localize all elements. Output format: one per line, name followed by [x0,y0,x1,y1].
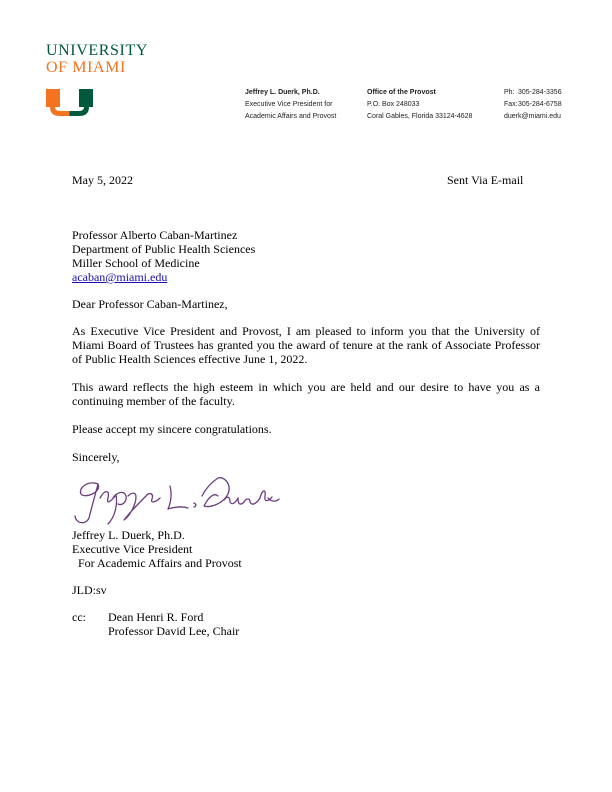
split-u-logo-icon [46,89,93,116]
cc-label: cc: [72,610,86,624]
signer-title-line1: Executive Vice President [72,542,193,556]
sender-title-line2: Academic Affairs and Provost [245,113,337,120]
salutation: Dear Professor Caban-Martinez, [72,297,228,311]
delivery-method: Sent Via E-mail [447,173,524,187]
cc-list [108,610,239,638]
recipient-address [72,228,255,284]
paragraph-esteem: This award reflects the high esteem in which you are held and our desire to have you as a continuing member of the faculty. [72,380,540,408]
recipient-email-link[interactable]: acaban@miami.edu [72,270,168,284]
recipient-school: Miller School of Medicine [72,256,200,270]
office-address-line2: Coral Gables, Florida 33124-4628 [367,113,473,120]
office-name: Office of the Provost [367,89,436,96]
wordmark-university: UNIVERSITY [46,42,148,59]
recipient-department: Department of Public Health Sciences [72,242,256,256]
fax-number: 305-284-6758 [518,101,562,108]
contact-email: duerk@miami.edu [504,113,561,120]
paragraph-tenure-award: As Executive Vice President and Provost, I am pleased to inform you that the University of Miami Board of Trustees has granted you the award of tenure at the rank of Associate Professor of Public Health Sciences effective June 1, 2022. [72,324,540,366]
sender-block [245,87,336,123]
office-block [367,87,472,123]
handwritten-signature-icon [72,462,282,526]
cc-recipient: Dean Henri R. Ford [108,610,204,624]
wordmark-of-miami: OF MIAMI [46,59,126,76]
paragraph-congratulations: Please accept my sincere congratulations. [72,422,272,436]
typist-initials: JLD:sv [72,583,107,597]
contact-block [504,87,562,123]
letter-date: May 5, 2022 [72,173,133,187]
phone-number: 305-284-3356 [518,89,562,96]
signer-title-line2: For Academic Affairs and Provost [78,556,242,570]
sender-name: Jeffrey L. Duerk, Ph.D. [245,89,320,96]
fax-label: Fax: [504,101,518,108]
signer-block [72,528,242,570]
cc-recipient: Professor David Lee, Chair [108,624,240,638]
phone-label: Ph: [504,89,515,96]
sender-title-line1: Executive Vice President for [245,101,333,108]
office-address-line1: P.O. Box 248033 [367,101,420,108]
recipient-name: Professor Alberto Caban-Martinez [72,228,238,242]
fax-line [504,99,562,111]
closing: Sincerely, [72,450,120,464]
phone-line [504,87,562,99]
signer-name: Jeffrey L. Duerk, Ph.D. [72,528,185,542]
